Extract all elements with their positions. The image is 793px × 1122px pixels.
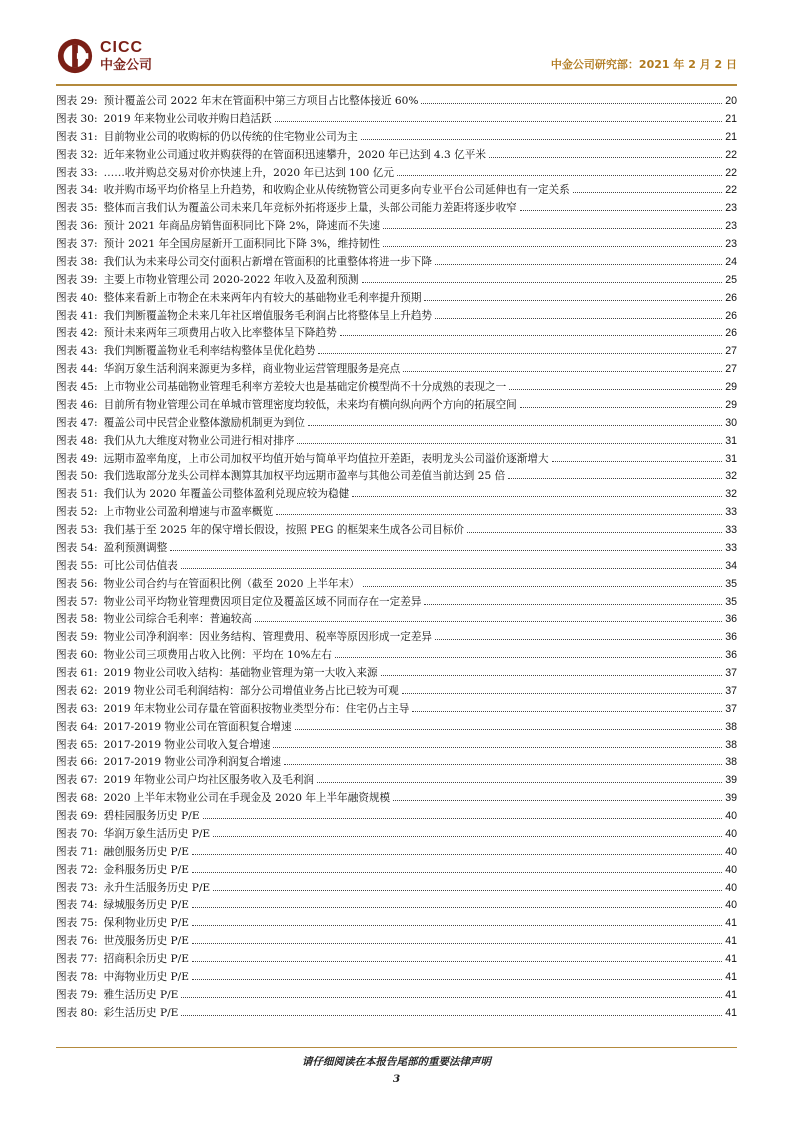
toc-entry[interactable] (56, 701, 737, 719)
toc-entry-label: 图表 54: (56, 541, 98, 554)
toc-entry[interactable] (56, 451, 737, 469)
toc-leader-dots (435, 308, 722, 319)
toc-leader-dots (509, 379, 722, 390)
toc-entry[interactable] (56, 433, 737, 451)
toc-entry-page: 20 (725, 95, 737, 107)
toc-entry[interactable] (56, 611, 737, 629)
toc-entry-page: 33 (725, 541, 737, 554)
toc-entry-title: 2020 上半年末物业公司在手现金及 2020 年上半年融资规模 (103, 792, 391, 805)
toc-entry-label: 图表 41: (56, 309, 98, 322)
toc-entry-label: 图表 48: (56, 434, 98, 447)
toc-entry-title: 物业公司三项费用占收入比例：平均在 10%左右 (103, 649, 332, 662)
page-header (56, 34, 737, 82)
toc-entry[interactable] (56, 754, 737, 772)
toc-entry-page: 22 (725, 184, 737, 197)
toc-leader-dots (397, 165, 722, 176)
toc-entry[interactable] (56, 379, 737, 397)
toc-entry-page: 29 (725, 381, 737, 393)
toc-entry-page: 36 (725, 631, 737, 644)
toc-leader-dots (424, 594, 722, 605)
toc-leader-dots (573, 182, 722, 193)
toc-entry-title: 上市物业公司盈利增速与市盈率概览 (103, 506, 274, 519)
toc-entry-label: 图表 77: (56, 953, 98, 965)
toc-entry[interactable] (56, 951, 737, 969)
toc-leader-dots (520, 200, 722, 211)
toc-entry-label: 图表 49: (56, 452, 98, 465)
legal-notice: 请仔细阅读在本报告尾部的重要法律声明 (302, 1056, 491, 1068)
toc-entry-title: 物业公司净利润率：因业务结构、管理费用、税率等原因形成一定差异 (103, 631, 433, 644)
toc-leader-dots (381, 665, 723, 676)
toc-entry-label: 图表 30: (56, 112, 98, 125)
toc-entry-page: 40 (725, 881, 737, 894)
toc-entry-title: ……收并购总交易对价亦快速上升，2020 年已达到 100 亿元 (103, 166, 394, 179)
toc-entry-page: 24 (725, 255, 737, 268)
toc-entry-title: 永升生活服务历史 P/E (103, 881, 211, 894)
toc-entry[interactable] (56, 844, 737, 862)
toc-entry-label: 图表 43: (56, 345, 98, 358)
toc-entry-title: 绿城服务历史 P/E (103, 899, 189, 912)
toc-entry[interactable] (56, 969, 737, 987)
toc-entry[interactable] (56, 933, 737, 951)
toc-entry-page: 35 (725, 577, 737, 590)
toc-entry-label: 图表 74: (56, 899, 98, 912)
toc-leader-dots (192, 897, 722, 908)
toc-entry[interactable] (56, 218, 737, 236)
toc-leader-dots (402, 683, 722, 694)
toc-leader-dots (181, 1005, 722, 1016)
toc-leader-dots (295, 719, 723, 730)
toc-entry[interactable] (56, 486, 737, 504)
toc-entry-label: 图表 45: (56, 381, 98, 393)
toc-entry-label: 图表 31: (56, 130, 98, 143)
toc-entry-label: 图表 52: (56, 506, 98, 519)
toc-entry-title: 我们判断覆盖物企未来几年社区增值服务毛利润占比将整体呈上升趋势 (103, 309, 433, 322)
toc-entry[interactable] (56, 897, 737, 915)
toc-leader-dots (403, 361, 722, 372)
toc-entry-title: 我们基于至 2025 年的保守增长假设，按照 PEG 的框架来生成各公司目标价 (103, 524, 464, 536)
toc-entry-title: 彩生活历史 P/E (103, 1006, 179, 1019)
toc-entry[interactable] (56, 594, 737, 612)
toc-entry-label: 图表 78: (56, 970, 98, 983)
toc-entry[interactable] (56, 165, 737, 183)
toc-entry-page: 26 (725, 291, 737, 304)
toc-entry-label: 图表 61: (56, 667, 98, 679)
toc-entry-page: 40 (725, 899, 737, 912)
toc-leader-dots (435, 629, 722, 640)
toc-entry-label: 图表 76: (56, 935, 98, 948)
toc-entry-title: 华润万象生活历史 P/E (103, 827, 211, 840)
toc-entry-page: 32 (725, 470, 737, 483)
toc-entry-page: 27 (725, 345, 737, 358)
toc-leader-dots (421, 93, 722, 104)
toc-entry[interactable] (56, 880, 737, 898)
toc-entry[interactable] (56, 272, 737, 290)
toc-entry-title: 物业公司综合毛利率：普遍较高 (103, 613, 252, 626)
toc-entry[interactable] (56, 737, 737, 755)
toc-entry-page: 26 (725, 309, 737, 322)
toc-entry-title: 保利物业历史 P/E (103, 917, 189, 930)
toc-entry-page: 37 (725, 684, 737, 697)
toc-entry-label: 图表 72: (56, 863, 98, 876)
toc-entry-label: 图表 68: (56, 792, 98, 805)
toc-entry[interactable] (56, 808, 737, 826)
toc-entry-title: 2017-2019 物业公司收入复合增速 (103, 738, 271, 751)
toc-entry-title: 预计 2021 年商品房销售面积同比下降 2%，降速而不失速 (103, 220, 380, 233)
toc-entry-label: 图表 33: (56, 166, 98, 179)
toc-entry-label: 图表 55: (56, 559, 98, 572)
toc-leader-dots (435, 254, 722, 265)
toc-entry-label: 图表 69: (56, 810, 98, 822)
toc-entry-label: 图表 46: (56, 398, 98, 411)
toc-entry[interactable] (56, 987, 737, 1005)
toc-entry-page: 41 (725, 988, 737, 1001)
toc-leader-dots (352, 486, 722, 497)
toc-entry-page: 26 (725, 327, 737, 340)
toc-entry-page: 41 (725, 935, 737, 948)
toc-entry[interactable] (56, 415, 737, 433)
toc-entry-label: 图表 71: (56, 845, 98, 858)
toc-entry-page: 40 (725, 863, 737, 876)
toc-entry-label: 图表 65: (56, 738, 98, 751)
toc-entry-page: 38 (725, 738, 737, 751)
toc-entry-title: 主要上市物业管理公司 2020-2022 年收入及盈利预测 (103, 273, 359, 286)
toc-entry[interactable] (56, 397, 737, 415)
toc-leader-dots (363, 576, 722, 587)
toc-entry[interactable] (56, 182, 737, 200)
toc-entry-label: 图表 66: (56, 756, 98, 769)
toc-entry-title: 覆盖公司中民营企业整体激励机制更为到位 (103, 416, 305, 429)
toc-leader-dots (275, 111, 723, 122)
toc-leader-dots (308, 415, 722, 426)
toc-leader-dots (520, 397, 722, 408)
header-divider (56, 84, 737, 86)
toc-entry-page: 31 (725, 452, 737, 465)
toc-entry-label: 图表 50: (56, 470, 98, 483)
toc-entry-title: 整体来看新上市物企在未来两年内有较大的基础物业毛利率提升预期 (103, 291, 422, 304)
toc-leader-dots (192, 951, 722, 962)
logo-chinese: 中金公司 (100, 58, 153, 73)
toc-entry-label: 图表 35: (56, 202, 98, 215)
toc-entry-title: 目前物业公司的收购标的仍以传统的住宅物业公司为主 (103, 130, 358, 143)
toc-leader-dots (340, 325, 723, 336)
toc-entry-page: 34 (725, 559, 737, 572)
toc-leader-dots (170, 540, 722, 551)
toc-entry[interactable] (56, 826, 737, 844)
toc-entry-label: 图表 51: (56, 488, 98, 501)
toc-entry-page: 36 (725, 649, 737, 662)
toc-entry-title: 上市物业公司基础物业管理毛利率方差较大也是基础定价模型尚不十分成熟的表现之一 (103, 381, 507, 393)
toc-entry-page: 23 (725, 202, 737, 215)
toc-entry-label: 图表 80: (56, 1006, 98, 1019)
toc-entry-label: 图表 29: (56, 95, 98, 107)
toc-entry-title: 目前所有物业管理公司在单城市管理密度均较低，未来均有横向纵向两个方向的拓展空间 (103, 398, 517, 411)
toc-entry-page: 41 (725, 953, 737, 965)
toc-entry[interactable] (56, 236, 737, 254)
toc-entry-label: 图表 38: (56, 255, 98, 268)
toc-leader-dots (412, 701, 722, 712)
toc-entry-page: 22 (725, 148, 737, 161)
toc-entry-label: 图表 63: (56, 702, 98, 715)
toc-entry-page: 38 (725, 756, 737, 769)
toc-entry-title: 近年来物业公司通过收并购获得的在管面积迅速攀升，2020 年已达到 4.3 亿平米 (103, 148, 486, 161)
toc-entry-label: 图表 36: (56, 220, 98, 233)
toc-entry-title: 预计未来两年三项费用占收入比率整体呈下降趋势 (103, 327, 337, 340)
toc-entry-label: 图表 62: (56, 684, 98, 697)
toc-leader-dots (552, 451, 723, 462)
toc-entry-title: 我们选取部分龙头公司样本测算其加权平均远期市盈率与其他公司差值当前达到 25 倍 (103, 470, 506, 483)
toc-entry-label: 图表 59: (56, 631, 98, 644)
toc-entry-label: 图表 73: (56, 881, 98, 894)
toc-entry-label: 图表 79: (56, 988, 98, 1001)
toc-entry-title: 金科服务历史 P/E (103, 863, 189, 876)
toc-entry[interactable] (56, 719, 737, 737)
toc-leader-dots (318, 343, 722, 354)
toc-entry-label: 图表 60: (56, 649, 98, 662)
toc-entry-title: 2019 年末物业公司存量在管面积按物业类型分布：住宅仍占主导 (103, 702, 410, 715)
toc-entry-label: 图表 37: (56, 238, 98, 250)
toc-entry-page: 31 (725, 434, 737, 447)
toc-entry-page: 41 (725, 1006, 737, 1019)
toc-leader-dots (361, 129, 722, 140)
toc-entry-label: 图表 56: (56, 577, 98, 590)
toc-entry[interactable] (56, 361, 737, 379)
toc-leader-dots (424, 290, 722, 301)
toc-entry-title: 2019 物业公司毛利润结构：部分公司增值业务占比已较为可观 (103, 684, 399, 697)
toc-entry-page: 33 (725, 506, 737, 519)
toc-leader-dots (297, 433, 722, 444)
toc-entry-label: 图表 75: (56, 917, 98, 930)
toc-entry[interactable] (56, 93, 737, 111)
toc-leader-dots (213, 826, 722, 837)
toc-entry-title: 我们从九大维度对物业公司进行相对排序 (103, 434, 295, 447)
toc-entry-label: 图表 32: (56, 148, 98, 161)
toc-entry[interactable] (56, 325, 737, 343)
toc-entry-title: 碧桂园服务历史 P/E (103, 810, 200, 822)
toc-entry-title: 2019 物业公司收入结构：基础物业管理为第一大收入来源 (103, 667, 378, 679)
figure-index (56, 93, 737, 1023)
toc-entry-title: 我们认为 2020 年覆盖公司整体盈利兑现应较为稳健 (103, 488, 350, 501)
toc-entry-label: 图表 47: (56, 416, 98, 429)
toc-entry-label: 图表 67: (56, 774, 98, 787)
toc-entry-title: 我们判断覆盖物业毛利率结构整体呈优化趋势 (103, 345, 316, 358)
toc-leader-dots (284, 754, 722, 765)
toc-entry[interactable] (56, 290, 737, 308)
toc-entry-title: 世茂服务历史 P/E (103, 935, 189, 948)
toc-entry-page: 35 (725, 595, 737, 608)
toc-entry[interactable] (56, 683, 737, 701)
toc-entry-page: 22 (725, 166, 737, 179)
toc-leader-dots (192, 933, 722, 944)
toc-entry-title: 收并购市场平均价格呈上升趋势，和收购企业从传统物管公司更多向专业平台公司延伸也有一定关系 (103, 184, 570, 197)
toc-entry-page: 36 (725, 613, 737, 626)
report-dept-date: 中金公司研究部：2021 年 2 月 2 日 (550, 58, 737, 71)
toc-leader-dots (192, 844, 722, 855)
toc-entry-title: 我们认为未来母公司交付面积占新增在管面积的比重整体将进一步下降 (103, 255, 433, 268)
logo-english: CICC (100, 39, 144, 56)
toc-entry-label: 图表 34: (56, 184, 98, 197)
toc-leader-dots (192, 969, 722, 980)
toc-leader-dots (181, 987, 722, 998)
toc-entry-title: 物业公司平均物业管理费因项目定位及覆盖区域不同而存在一定差异 (103, 595, 422, 608)
toc-entry[interactable] (56, 254, 737, 272)
toc-entry-page: 41 (725, 917, 737, 930)
toc-entry[interactable] (56, 308, 737, 326)
toc-entry[interactable] (56, 1005, 737, 1023)
toc-leader-dots (255, 611, 722, 622)
cicc-logo (56, 34, 152, 78)
toc-entry-title: 预计覆盖公司 2022 年末在管面积中第三方项目占比整体接近 60% (103, 95, 419, 107)
cicc-logo-icon (56, 37, 94, 75)
toc-entry[interactable] (56, 790, 737, 808)
toc-entry[interactable] (56, 540, 737, 558)
toc-entry-page: 40 (725, 810, 737, 822)
toc-entry-title: 预计 2021 年全国房屋新开工面积同比下降 3%，维持韧性 (103, 238, 380, 250)
toc-entry-title: 雅生活历史 P/E (103, 988, 179, 1001)
toc-entry-label: 图表 57: (56, 595, 98, 608)
toc-entry-title: 2017-2019 物业公司净利润复合增速 (103, 756, 282, 769)
toc-entry-page: 41 (725, 970, 737, 983)
toc-entry-label: 图表 70: (56, 827, 98, 840)
toc-entry-page: 32 (725, 488, 737, 501)
toc-leader-dots (181, 558, 722, 569)
toc-leader-dots (273, 737, 722, 748)
toc-entry[interactable] (56, 468, 737, 486)
toc-leader-dots (467, 522, 722, 533)
toc-entry-title: 可比公司估值表 (103, 559, 178, 572)
toc-entry[interactable] (56, 558, 737, 576)
toc-entry[interactable] (56, 504, 737, 522)
toc-entry[interactable] (56, 343, 737, 361)
toc-entry-page: 29 (725, 398, 737, 411)
toc-entry[interactable] (56, 576, 737, 594)
toc-entry-title: 2017-2019 物业公司在管面积复合增速 (103, 720, 292, 733)
toc-entry-page: 30 (725, 416, 737, 429)
toc-entry[interactable] (56, 665, 737, 683)
toc-leader-dots (362, 272, 723, 283)
toc-entry[interactable] (56, 629, 737, 647)
toc-entry-page: 33 (725, 524, 737, 536)
toc-entry[interactable] (56, 522, 737, 540)
toc-entry-page: 27 (725, 363, 737, 376)
toc-entry-page: 23 (725, 238, 737, 250)
toc-entry-title: 2019 年物业公司户均社区服务收入及毛利润 (103, 774, 315, 787)
toc-leader-dots (393, 790, 722, 801)
toc-entry-page: 25 (725, 273, 737, 286)
toc-entry-page: 40 (725, 845, 737, 858)
toc-entry-title: 整体而言我们认为覆盖公司未来几年竞标外拓将逐步上量，头部公司能力差距将逐步收窄 (103, 202, 517, 215)
toc-entry-page: 37 (725, 702, 737, 715)
toc-entry-label: 图表 40: (56, 291, 98, 304)
toc-entry[interactable] (56, 915, 737, 933)
toc-entry-title: 华润万象生活利润来源更为多样，商业物业运营管理服务是亮点 (103, 363, 401, 376)
toc-entry[interactable] (56, 200, 737, 218)
toc-leader-dots (192, 862, 722, 873)
footer-divider (56, 1047, 737, 1048)
toc-entry-label: 图表 64: (56, 720, 98, 733)
toc-entry[interactable] (56, 147, 737, 165)
toc-leader-dots (203, 808, 723, 819)
toc-entry-page: 37 (725, 667, 737, 679)
toc-entry-label: 图表 53: (56, 524, 98, 536)
toc-entry-page: 38 (725, 720, 737, 733)
toc-entry-label: 图表 39: (56, 273, 98, 286)
toc-entry-title: 招商积余历史 P/E (103, 953, 189, 965)
toc-entry-title: 中海物业历史 P/E (103, 970, 189, 983)
toc-entry-title: 2019 年来物业公司收并购日趋活跃 (103, 112, 272, 125)
toc-leader-dots (383, 236, 722, 247)
toc-entry-title: 融创服务历史 P/E (103, 845, 189, 858)
toc-entry-label: 图表 58: (56, 613, 98, 626)
toc-entry[interactable] (56, 772, 737, 790)
toc-leader-dots (383, 218, 722, 229)
toc-leader-dots (335, 647, 722, 658)
toc-leader-dots (317, 772, 722, 783)
toc-entry[interactable] (56, 129, 737, 147)
toc-leader-dots (489, 147, 722, 158)
toc-entry-page: 21 (725, 112, 737, 125)
toc-entry[interactable] (56, 111, 737, 129)
toc-entry-title: 盈利预测调整 (103, 541, 168, 554)
toc-entry[interactable] (56, 647, 737, 665)
toc-leader-dots (276, 504, 722, 515)
toc-entry[interactable] (56, 862, 737, 880)
toc-entry-page: 39 (725, 792, 737, 805)
page-number: 3 (392, 1073, 401, 1085)
toc-entry-page: 39 (725, 774, 737, 787)
toc-entry-title: 远期市盈率角度，上市公司加权平均值开始与简单平均值拉开差距，表明龙头公司溢价逐渐增大 (103, 452, 549, 465)
toc-leader-dots (508, 468, 722, 479)
toc-entry-page: 23 (725, 220, 737, 233)
toc-entry-label: 图表 44: (56, 363, 98, 376)
toc-entry-page: 21 (725, 130, 737, 143)
toc-entry-page: 40 (725, 827, 737, 840)
toc-entry-title: 物业公司合约与在管面积比例（截至 2020 上半年末） (103, 577, 360, 590)
toc-leader-dots (192, 915, 722, 926)
toc-leader-dots (213, 880, 722, 891)
toc-entry-label: 图表 42: (56, 327, 98, 340)
